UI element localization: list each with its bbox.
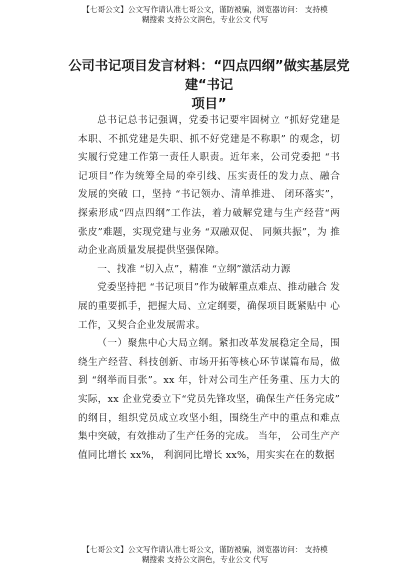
paragraph-subsection-1: （一）聚焦中心大局立纲。紧扣改革发展稳定全局，围 绕生产经营、科技创新、市场开拓等核心环节谋篇布局，做 到 “纲举而目张”。xx 年，针对公司生产任务重、压力大的 实际，xx 企业党委立下“党员先锋攻坚，确保生产任务完成” 的纲目，组织党员成立攻坚小组，围绕生产中的重点和难点 集中突破，有效推动了生产任务的完成。 当年， 公司生产产 值同比增长 xx%， 利润同比增长 xx%，用实实在在的数据 [78,338,340,461]
document-title-line1: 公司书记项目发言材料：“四点四纲”做实基层党建“书记 [68,59,350,93]
section-heading-1: 一、找准 “切入点”，精准 “立纲”激活动力源 [97,263,291,275]
paragraph-intro: 总书记总书记强调，党委书记要牢固树立 “抓好党建是 本职、不抓党建是失职、抓不好党建是不称职” 的观念，切 实履行党建工作第一责任人职责。近年来，公司党委把 “书 记项目”作为统筹全局的牵引线、压实责任的发力点、融合 发展的突破 口，坚持 “书记领办、清单推进、 闭环落实”， 探索形成“四点四纲”工作法，着力破解党建与生产经营“两 张皮”难题，实现党建与业务 “双融双促、 同频共振”，为 推动企业高质量发展提供坚强保障。 [78,115,340,257]
document-title [64,57,354,114]
header-banner-line1: 【七哥公文】公文写作请认准七哥公文，谨防被骗，浏览器访问： 支持模 [82,5,328,14]
header-banner-line2: 糊搜索 支持公文润色，专业公文 代写 [141,15,269,24]
header-banner [0,5,410,25]
footer-banner-line1: 【七哥公文】公文写作请认准七哥公文，谨防被骗，浏览器访问： 支持模 [82,545,328,554]
document-title-line2: 项目” [191,97,227,112]
document-body [78,112,340,465]
paragraph-section-1: 党委坚持把 “书记项目”作为破解重点难点、推动融合 发展的重要抓手，把握大局、立定纲要，确保项目既紧贴中 心工作，又契合企业发展需求。 [78,282,340,331]
footer-banner [0,545,410,565]
footer-banner-line2: 糊搜索 支持公文润色，专业公文 代写 [141,555,269,564]
